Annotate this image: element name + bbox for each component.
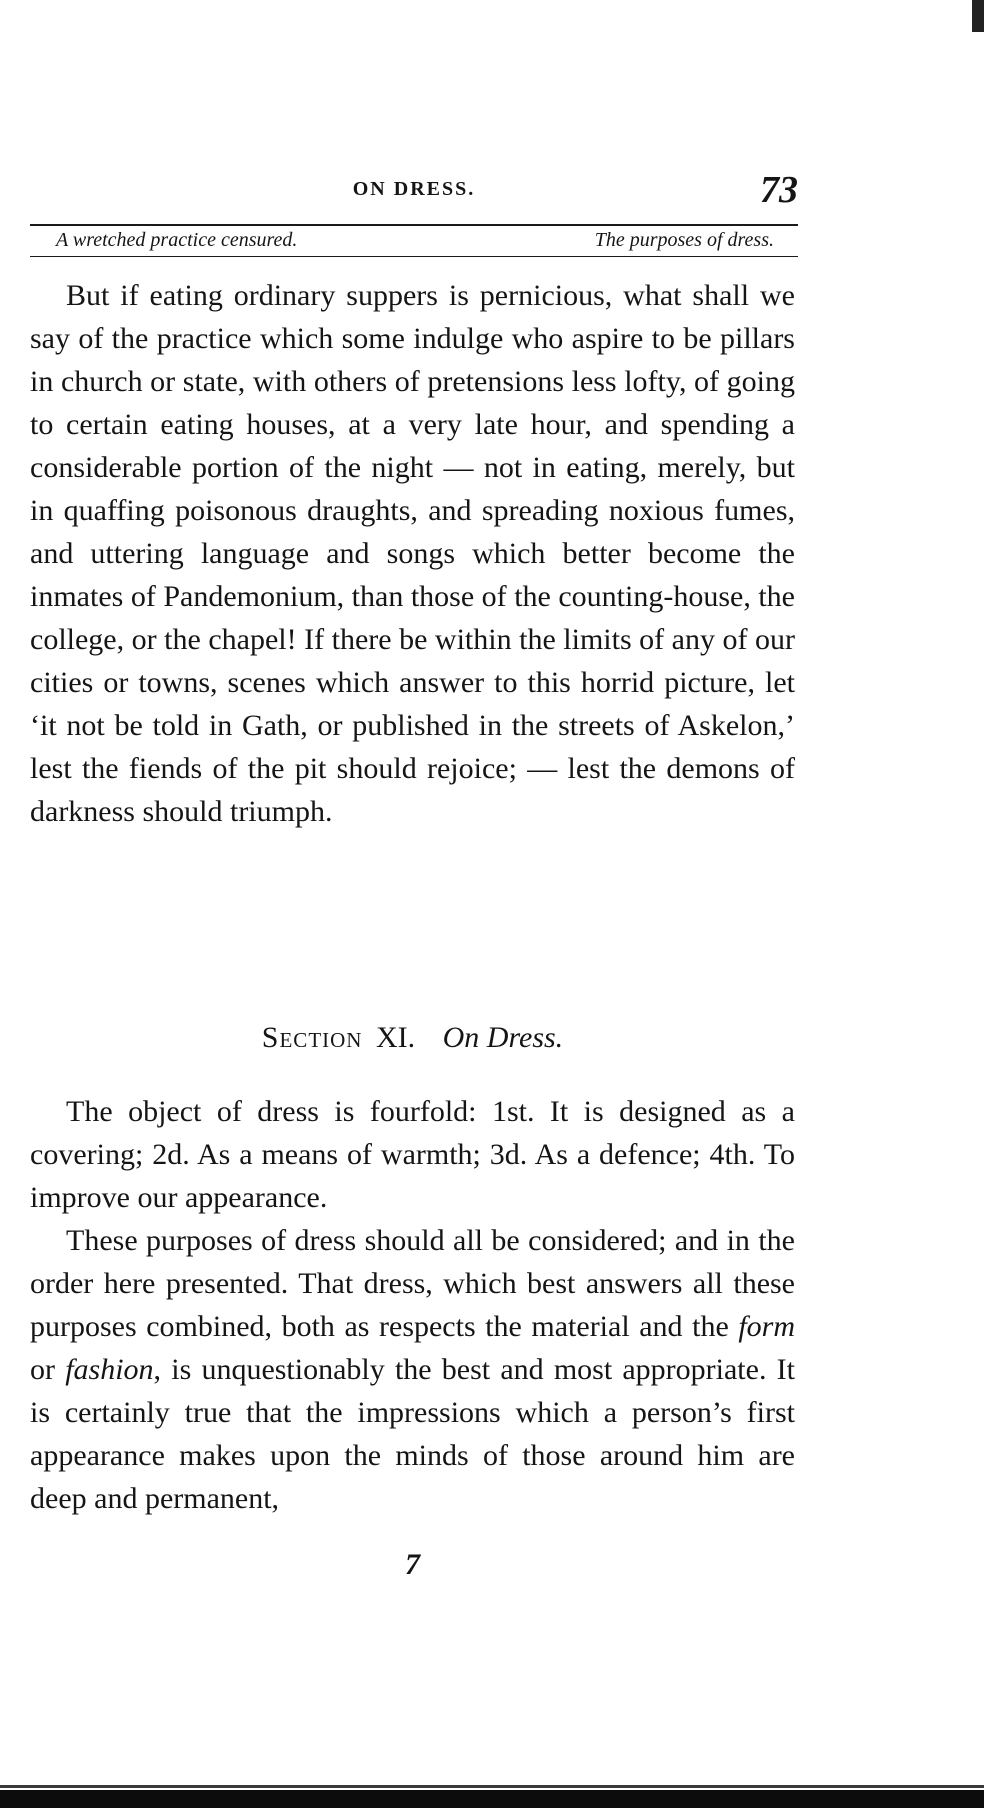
subhead-left: A wretched practice censured. [56, 229, 298, 251]
emphasis-fashion: fashion [65, 1353, 154, 1386]
page-number: 73 [760, 169, 798, 211]
header-rule-bottom [30, 256, 798, 257]
text-run: or [30, 1353, 66, 1386]
running-title: ON DRESS. [352, 178, 476, 200]
page-edge [0, 1790, 984, 1808]
running-head [30, 168, 798, 211]
signature-mark: 7 [405, 1548, 420, 1581]
page-edge-line [0, 1785, 984, 1788]
section-number: XI. [375, 1021, 416, 1054]
section-label: Section [261, 1021, 363, 1054]
paragraph-text [30, 1219, 795, 1520]
paragraph-object-of-dress [30, 1090, 795, 1219]
paragraph-suppers [30, 274, 795, 833]
paragraph-text: The object of dress is fourfold: 1st. It is designed as a covering; 2d. As a means of warmth; 3d. As a defence; 4th. To improve our appearance. [30, 1095, 795, 1214]
paragraph-purposes [30, 1219, 795, 1520]
text-run: , is unquestionably the best and most appropriate. It is certainly true that the impressions which a person’s first appearance makes upon the minds of those around him are deep and permanent, [30, 1353, 795, 1515]
marginal-subheads [48, 226, 774, 256]
page-corner-mark [972, 0, 984, 32]
section-title: On Dress. [442, 1021, 564, 1054]
paragraph-text: But if eating ordinary suppers is pernicious, what shall we say of the practice which some indulge who aspire to be pillars in church or state, with others of pretensions less lofty, of going to certain eating houses, at a very late hour, and spending a considerable portion of the night — not in eating, merely, but in quaffing poisonous draughts, and spreading noxious fumes, and uttering language and songs which better become the inmates of Pandemonium, than those of the counting-house, the college, or the chapel! If there be within the limits of any of our cities or towns, scenes which answer to this horrid picture, let ‘it not be told in Gath, or published in the streets of Askelon,’ lest the fiends of the pit should rejoice; — lest the demons of darkness should triumph. [30, 279, 795, 828]
subhead-right: The purposes of dress. [594, 229, 774, 251]
text-run: These purposes of dress should all be considered; and in the order here presented. That dress, which best answers all these purposes combined, both as respects the material and the [30, 1224, 795, 1343]
section-heading [30, 1016, 795, 1060]
emphasis-form: form [738, 1310, 795, 1343]
